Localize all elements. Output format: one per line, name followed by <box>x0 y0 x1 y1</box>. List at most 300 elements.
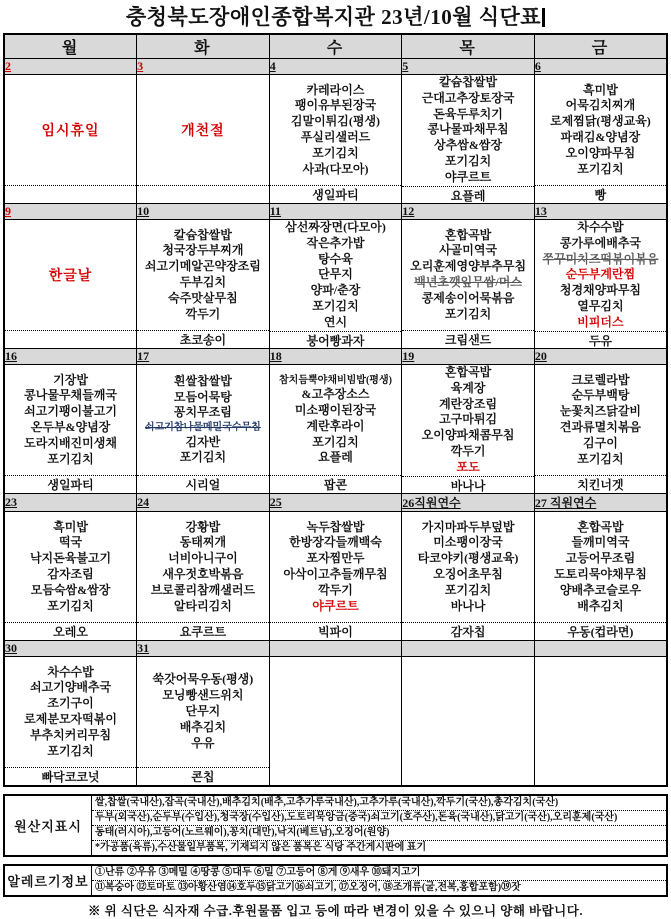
date-cell <box>269 204 402 220</box>
menu-cell <box>402 365 535 494</box>
menu-item: 깍두기 <box>450 444 486 459</box>
menu-item: 모듬숙쌈&쌈장 <box>30 582 111 597</box>
menu-item: 미소팽이장국 <box>433 535 503 550</box>
menu-cell <box>534 75 667 204</box>
menu-cell <box>534 657 667 787</box>
menu-item: 쑥갓어묵우동(평생) <box>152 672 254 687</box>
menu-item: 쇠고기메알곤약장조림 <box>144 259 261 274</box>
menu-item: 고등어무조림 <box>565 551 636 566</box>
menu-item: 쇠고기참나물메밀국수무침 <box>144 422 261 434</box>
date-cell <box>137 494 270 512</box>
menu-cell-content <box>535 75 666 203</box>
menu-item: 기장밥 <box>53 372 88 387</box>
menu-cell <box>4 512 137 641</box>
snack-footer: 요쿠르트 <box>137 622 269 640</box>
date-label: 10 <box>137 204 150 218</box>
menu-item: 푸실리샐러드 <box>300 130 371 144</box>
origin-content <box>92 795 668 856</box>
menu-item: 포기김치 <box>577 161 624 176</box>
holiday-label: 한글날 <box>48 269 93 284</box>
menu-items <box>5 512 136 622</box>
menu-item: 혼합곡밥 <box>444 227 492 242</box>
menu-cell <box>534 220 667 349</box>
menu-cell <box>137 657 270 787</box>
menu-cell-content <box>5 657 136 785</box>
menu-item: 배추김치 <box>179 719 227 734</box>
menu-cell <box>137 220 270 349</box>
menu-cell-content <box>5 220 136 348</box>
menu-item: 차수수밥 <box>577 220 624 234</box>
snack-footer: 빠닥코코넛 <box>5 767 136 785</box>
menu-items <box>270 220 402 331</box>
menu-cell <box>402 220 535 349</box>
menu-cell-content <box>5 365 136 493</box>
date-cell <box>402 641 535 657</box>
menu-item: 눈꽃치즈닭갈비 <box>559 404 642 419</box>
date-cell <box>137 641 270 657</box>
date-label: 25 <box>269 495 282 509</box>
menu-item: 어묵김치찌개 <box>565 98 636 113</box>
menu-item: 열무김치 <box>577 299 624 314</box>
menu-item: 칼슘찹쌀밥 <box>173 227 232 242</box>
menu-item: 미소팽이된장국 <box>294 402 377 417</box>
menu-cell-content <box>402 512 534 640</box>
menu-item: 깍두기 <box>318 582 353 597</box>
allergy-line: ①난류 ②우유 ③메밀 ④땅콩 ⑤대두 ⑥밀 ⑦고등어 ⑧게 ⑨새우 ⑩돼지고기 <box>92 866 666 881</box>
menu-cell <box>269 75 402 204</box>
menu-items <box>535 75 666 185</box>
menu-cell-content <box>402 657 534 785</box>
menu-item: 바나나 <box>450 598 486 613</box>
menu-item: 콩나물무채들깨국 <box>24 388 117 403</box>
menu-item: 사과(다모아) <box>302 161 369 176</box>
menu-item: 떡국 <box>58 535 83 550</box>
menu-cell <box>4 657 137 787</box>
menu-item: 칼슘찹쌀밥 <box>439 75 498 89</box>
menu-cell <box>269 220 402 349</box>
allergy-row <box>4 865 667 896</box>
date-cell <box>137 349 270 365</box>
menu-item: 꽁치무조림 <box>173 405 232 420</box>
menu-item: 파래김&양념장 <box>560 130 641 144</box>
menu-item: 낙지돈육불고기 <box>29 551 112 566</box>
snack-footer: 붕어빵과자 <box>270 331 402 349</box>
menu-item: 오이양파무침 <box>565 145 636 160</box>
menu-item: 삼선짜장면(다모아) <box>285 220 386 234</box>
menu-items <box>535 512 666 622</box>
date-cell <box>534 59 667 75</box>
menu-item: 야쿠르트 <box>312 598 359 613</box>
menu-items <box>5 75 136 185</box>
calendar-body <box>4 59 667 787</box>
menu-item: 청경채양파무침 <box>559 283 642 298</box>
menu-items <box>137 512 269 622</box>
menu-cell-content <box>5 512 136 640</box>
menu-cell <box>137 365 270 494</box>
menu-cell-content <box>535 365 666 493</box>
menu-item: 연시 <box>323 314 348 329</box>
menu-item: 쇠고기양배추국 <box>29 680 112 695</box>
menu-items <box>535 365 666 475</box>
menu-item: 가지마파두부덮밥 <box>421 519 515 534</box>
date-cell <box>402 494 535 512</box>
menu-items <box>402 365 534 476</box>
menu-item: 흰쌀찹쌀밥 <box>173 373 232 388</box>
snack-footer <box>137 185 269 203</box>
menu-items <box>137 657 269 767</box>
menu-item: 단무지 <box>185 704 221 719</box>
holiday-label: 개천절 <box>181 124 225 139</box>
calendar-head <box>4 34 667 59</box>
date-row <box>4 349 667 365</box>
menu-item: 모닝빵샌드위치 <box>162 688 244 703</box>
snack-footer <box>5 330 136 348</box>
date-label: 20 <box>534 349 547 363</box>
menu-item: 사골미역국 <box>439 243 498 258</box>
menu-item: 알타리김치 <box>173 598 232 613</box>
date-label: 17 <box>137 349 150 363</box>
date-label: 31 <box>137 641 150 655</box>
menu-item: 혼합곡밥 <box>444 365 492 379</box>
menu-item: 포기김치 <box>444 154 492 169</box>
snack-footer: 빵 <box>535 185 666 203</box>
date-label: 5 <box>402 59 409 73</box>
menu-items <box>137 365 269 475</box>
menu-item: 부추치커리무침 <box>29 727 112 742</box>
snack-footer: 팝콘 <box>270 475 402 493</box>
menu-cell <box>534 512 667 641</box>
menu-cell-content <box>137 220 269 348</box>
menu-row <box>4 657 667 787</box>
menu-item: 양배추코슬로우 <box>559 582 642 597</box>
date-cell <box>269 349 402 365</box>
menu-row <box>4 220 667 349</box>
date-cell <box>269 494 402 512</box>
date-row <box>4 59 667 75</box>
menu-item: 깍두기 <box>185 306 221 321</box>
menu-item: 작은추가밥 <box>306 235 365 250</box>
menu-item: 포기김치 <box>312 434 359 449</box>
menu-item: 녹두찹쌀밥 <box>306 519 365 534</box>
menu-item: 흑미밥 <box>53 519 88 534</box>
date-label: 13 <box>534 204 547 218</box>
menu-item: 아삭이고추들깨무침 <box>283 567 388 581</box>
date-label: 3 <box>137 59 144 73</box>
menu-items <box>137 75 269 185</box>
menu-calendar-table <box>3 33 668 787</box>
menu-cell <box>137 512 270 641</box>
menu-item: 육계장 <box>450 380 486 395</box>
snack-footer: 초코송이 <box>137 330 269 348</box>
date-cell <box>4 349 137 365</box>
menu-cell <box>269 365 402 494</box>
menu-item: 포기김치 <box>47 451 94 466</box>
menu-item: 강황밥 <box>185 519 221 534</box>
menu-items <box>270 365 402 475</box>
menu-row <box>4 512 667 641</box>
menu-cell-content <box>5 75 136 203</box>
menu-items <box>270 75 402 185</box>
menu-item: 포기김치 <box>444 306 492 321</box>
date-cell <box>402 59 535 75</box>
menu-cell-content <box>137 657 269 785</box>
menu-cell-content <box>402 365 534 493</box>
menu-items <box>137 220 269 330</box>
menu-cell <box>402 512 535 641</box>
snack-footer: 치킨너겟 <box>535 475 666 493</box>
menu-cell <box>269 512 402 641</box>
menu-item: &고추장소스 <box>301 387 370 402</box>
menu-item: 근대고추장토장국 <box>421 90 515 105</box>
allergy-line: ⑪복숭아 ⑫토마토 ⑬아황산염⑭호두⑮닭고기⑯쇠고기, ⑰오징어, ⑱조개류(굴,전복,홍합포함)⑲잣 <box>95 882 521 893</box>
menu-item: 포자찜만두 <box>306 551 365 566</box>
snack-footer: 바나나 <box>402 476 534 494</box>
snack-footer: 두유 <box>535 331 666 349</box>
menu-item: 배추김치 <box>577 598 624 613</box>
menu-item: 숙주맛살무침 <box>168 290 238 305</box>
date-cell <box>4 494 137 512</box>
menu-row <box>4 75 667 204</box>
menu-item: 포기김치 <box>47 598 94 613</box>
menu-item: 청국장두부찌개 <box>162 243 244 258</box>
menu-item: 단무지 <box>318 267 353 282</box>
menu-item: 고구마튀김 <box>439 412 498 427</box>
menu-cell-content <box>270 365 402 493</box>
menu-item: 탕수육 <box>318 251 353 266</box>
menu-item: 오징어초무침 <box>433 567 503 581</box>
menu-item: 차수수밥 <box>47 664 94 679</box>
text-cursor <box>542 8 545 27</box>
snack-footer: 크림샌드 <box>402 330 534 348</box>
day-header: 수 <box>269 34 402 59</box>
date-label: 26직원연수 <box>402 496 461 510</box>
date-cell <box>534 349 667 365</box>
menu-item: 로제분모자떡볶이 <box>24 712 117 726</box>
menu-item: 우유 <box>191 735 215 750</box>
menu-item: 크로렐라밥 <box>571 372 630 387</box>
date-row <box>4 494 667 512</box>
date-label: 18 <box>269 349 282 363</box>
date-cell <box>402 204 535 220</box>
menu-item: 포기김치 <box>179 450 227 465</box>
menu-item: 카레라이스 <box>306 82 365 97</box>
menu-item: 견과류멸치볶음 <box>559 420 642 434</box>
menu-cell-content <box>137 365 269 493</box>
menu-item: 계란후라이 <box>306 418 365 433</box>
menu-item: 요플레 <box>318 450 353 465</box>
date-cell <box>269 59 402 75</box>
date-cell <box>534 204 667 220</box>
menu-item: 김말이튀김(평생) <box>290 114 381 129</box>
date-label: 23 <box>5 495 17 509</box>
menu-cell <box>402 657 535 787</box>
date-label: 2 <box>5 59 11 73</box>
snack-footer <box>5 185 136 203</box>
menu-cell-content <box>535 512 666 640</box>
date-row <box>4 204 667 220</box>
allergy-label: 알레르기정보 <box>4 865 92 896</box>
menu-cell <box>4 220 137 349</box>
date-cell <box>534 641 667 657</box>
snack-footer: 콘칩 <box>137 767 269 785</box>
menu-item: 순두부백탕 <box>571 388 630 403</box>
snack-footer: 생일파티 <box>5 475 136 493</box>
allergy-content <box>92 865 668 896</box>
menu-item: 포기김치 <box>47 743 94 758</box>
menu-items <box>5 365 136 475</box>
date-cell <box>402 349 535 365</box>
menu-cell-content <box>535 657 666 785</box>
date-cell <box>4 59 137 75</box>
date-label: 6 <box>534 59 541 73</box>
date-label: 27 직원연수 <box>534 496 597 510</box>
menu-item: 참치듬뿍야채비빔밥(평생) <box>279 374 392 386</box>
menu-items <box>535 657 666 785</box>
origin-line: 두부(외국산),순두부(수입산),청국장(수입산),도토리묵앙금(중국)쇠고기(호주산),돈육(국내산),닭고기(국산),오리훈제(국산) <box>92 811 666 826</box>
menu-item: 온두부&양념장 <box>30 420 111 434</box>
menu-item: 모듬어묵탕 <box>173 389 232 404</box>
snack-footer: 우동(컵라면) <box>535 622 666 640</box>
menu-items <box>402 75 534 186</box>
menu-item: 들깨미역국 <box>571 535 630 550</box>
page-title <box>0 0 671 31</box>
menu-item: 포기김치 <box>444 582 492 597</box>
menu-item: 타코야키(평생교육) <box>417 551 519 566</box>
footnote: ※ 위 식단은 식자재 수급.후원물품 입고 등에 따라 변경이 있을 수 있으니 양해 바랍니다. <box>88 904 583 918</box>
menu-cell-content <box>402 75 534 203</box>
snack-footer: 빅파이 <box>270 622 402 640</box>
menu-item: 너비아니구이 <box>168 551 238 566</box>
menu-cell-content <box>137 512 269 640</box>
day-header: 월 <box>4 34 137 59</box>
date-label: 24 <box>137 495 150 509</box>
menu-item: 도토리묵야채무침 <box>554 567 647 581</box>
menu-item: 오이양파채콤무침 <box>421 428 515 443</box>
snack-footer: 요플레 <box>402 186 534 204</box>
date-cell <box>137 59 270 75</box>
menu-item: 돈육두루치기 <box>433 106 503 121</box>
origin-table <box>3 794 668 857</box>
menu-item: 조기구이 <box>47 696 94 711</box>
menu-item: 쇠고기팽이불고기 <box>24 404 117 419</box>
date-label: 9 <box>5 204 11 218</box>
menu-item: 콩제송이어묵볶음 <box>421 290 515 305</box>
date-cell <box>534 494 667 512</box>
menu-items <box>402 512 534 622</box>
menu-cell <box>402 75 535 204</box>
origin-line: 쌀,찹쌀(국내산),잡곡(국내산),배추김치(배추,고추가루국내산),고추가루(국내산),깍두기(국산),총각김치(국산) <box>92 796 666 811</box>
day-header-row <box>4 34 667 59</box>
date-label: 11 <box>269 204 282 218</box>
date-label: 30 <box>5 641 17 655</box>
menu-item: 야쿠르트 <box>444 169 492 184</box>
menu-items <box>402 220 534 330</box>
date-label: 16 <box>5 349 17 363</box>
menu-items <box>535 220 666 331</box>
menu-items <box>5 220 136 330</box>
menu-cell <box>4 75 137 204</box>
date-cell <box>4 204 137 220</box>
day-header: 화 <box>137 34 270 59</box>
menu-item: 로제찜닭(평생교육) <box>550 114 651 129</box>
menu-item: 계란장조림 <box>439 396 498 411</box>
origin-line: 동태(러시아),고등어(노르웨이),꽁치(대만),낙지(베트남),오징어(원양) <box>92 826 666 841</box>
menu-item: 오리훈제영양부추무침 <box>410 259 527 274</box>
menu-cell <box>534 365 667 494</box>
menu-items <box>270 512 402 622</box>
menu-item: 순두부계란찜 <box>565 267 636 282</box>
menu-item: 콩가루에배추국 <box>559 235 642 250</box>
menu-item: 상추쌈&쌈장 <box>434 138 503 153</box>
menu-items <box>270 657 402 785</box>
date-row <box>4 641 667 657</box>
menu-cell-content <box>270 75 402 203</box>
menu-item: 감자조림 <box>47 567 94 581</box>
origin-line: *가공품(육류),수산물일부품목, 기재되지 않은 품목은 식당 주간게시판에 표기 <box>95 842 427 853</box>
menu-cell-content <box>535 220 666 348</box>
snack-footer: 생일파티 <box>270 185 402 203</box>
menu-item: 두부김치 <box>179 275 227 289</box>
date-label: 4 <box>269 59 276 73</box>
menu-cell <box>4 365 137 494</box>
menu-item: 동태찌개 <box>179 535 227 550</box>
menu-item: 포기김치 <box>577 451 624 466</box>
menu-cell-content <box>137 75 269 203</box>
menu-items <box>5 657 136 767</box>
menu-cell <box>137 75 270 204</box>
menu-item: 쭈꾸미치즈떡볶이볶음 <box>542 251 659 266</box>
menu-item: 백년초깻잎무쌈/머스 <box>414 275 522 289</box>
snack-footer: 시리얼 <box>137 475 269 493</box>
menu-item: 포도 <box>456 459 480 474</box>
menu-item: 팽이유부된장국 <box>294 98 377 113</box>
menu-item: 한방장각들깨백숙 <box>289 535 382 550</box>
holiday-label: 임시휴일 <box>41 124 100 139</box>
menu-cell-content <box>270 657 402 785</box>
menu-item: 김자반 <box>185 434 221 449</box>
menu-item: 콩나물파채무침 <box>427 122 509 137</box>
date-cell <box>269 641 402 657</box>
allergy-table <box>3 864 668 897</box>
menu-cell-content <box>270 220 402 348</box>
origin-label: 원산지표시 <box>4 795 92 856</box>
menu-item: 흑미밥 <box>583 82 618 97</box>
menu-item: 브로콜리참깨샐러드 <box>150 582 256 597</box>
menu-item: 도라지배진미생채 <box>24 435 117 450</box>
origin-row <box>4 795 667 856</box>
date-label: 12 <box>402 204 415 218</box>
menu-item: 포기김치 <box>312 299 359 314</box>
menu-item: 포기김치 <box>312 145 359 160</box>
date-cell <box>4 641 137 657</box>
menu-cell-content <box>270 512 402 640</box>
menu-item: 양파/춘장 <box>310 283 361 298</box>
day-header: 목 <box>402 34 535 59</box>
snack-footer: 오레오 <box>5 622 136 640</box>
menu-item: 김구이 <box>583 435 618 450</box>
menu-row <box>4 365 667 494</box>
day-header: 금 <box>534 34 667 59</box>
date-label: 19 <box>402 349 415 363</box>
menu-cell <box>269 657 402 787</box>
snack-footer: 감자칩 <box>402 622 534 640</box>
menu-item: 새우젓호박볶음 <box>162 567 244 581</box>
menu-item: 혼합곡밥 <box>577 519 624 534</box>
title-text: 충청북도장애인종합복지관 23년/10월 식단표 <box>125 5 542 29</box>
menu-item: 비피더스 <box>577 314 624 329</box>
menu-cell-content <box>402 220 534 348</box>
menu-items <box>402 657 534 785</box>
